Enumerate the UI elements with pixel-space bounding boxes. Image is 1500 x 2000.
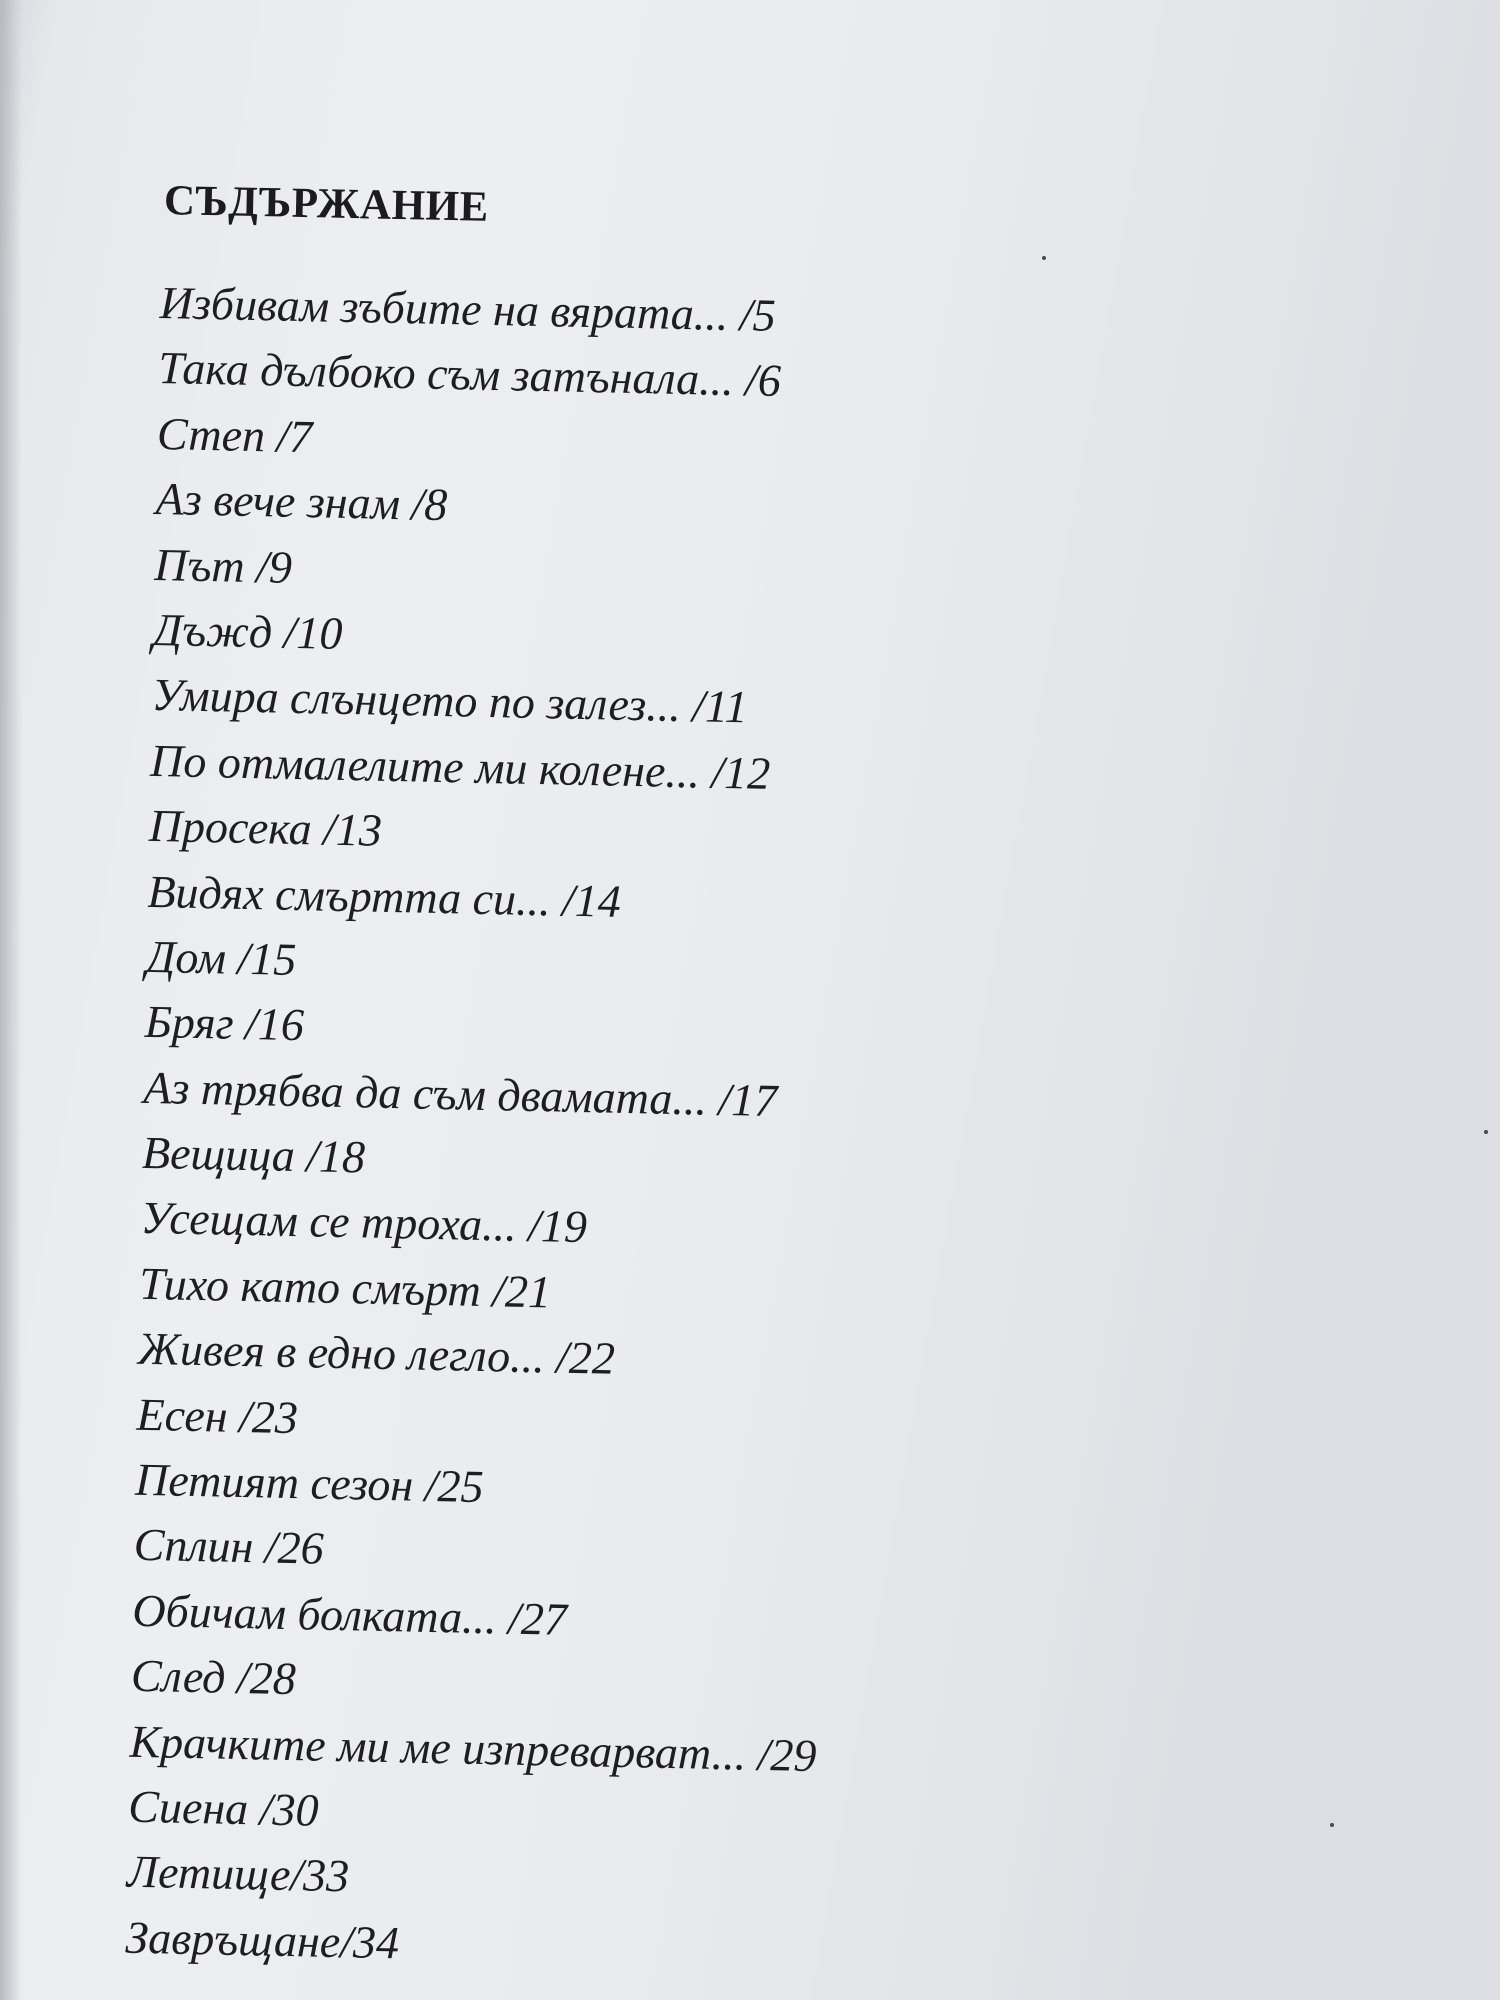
toc-entry: Така дълбоко съм затънала... /6 [157, 342, 782, 407]
toc-entry: Умира слънцето по залез... /11 [151, 669, 749, 733]
toc-entry: Сплин /26 [133, 1519, 325, 1575]
toc-entry: Петият сезон /25 [134, 1453, 485, 1513]
contents-heading: СЪДЪРЖАНИЕ [163, 177, 490, 231]
toc-entry: Есен /23 [136, 1388, 299, 1443]
toc-entry: След /28 [130, 1649, 297, 1705]
paper-speck [1042, 256, 1046, 260]
toc-entry: Летище/33 [126, 1846, 350, 1902]
toc-entry: Крачките ми ме изпреварват... /29 [129, 1715, 818, 1781]
toc-entry: Бряг /16 [144, 996, 305, 1051]
paper-speck [1330, 1823, 1334, 1827]
toc-entry: Обичам болката... /27 [131, 1584, 568, 1645]
toc-entry: Дъжд /10 [152, 603, 343, 659]
toc-entry: Аз трябва да съм двамата... /17 [142, 1061, 778, 1126]
toc-entry: Тихо като смърт /21 [138, 1257, 552, 1318]
toc-entry: Усещам се троха... /19 [140, 1192, 588, 1253]
toc-entry: Завръщане/34 [125, 1911, 400, 1969]
paper-speck [1484, 1130, 1488, 1134]
toc-entry: Аз вече знам /8 [155, 473, 448, 531]
toc-entry: Сиена /30 [127, 1780, 320, 1836]
toc-entry: По отмалелите ми колене... /12 [149, 734, 771, 799]
toc-entry: Дом /15 [145, 930, 297, 985]
toc-entry: Просека /13 [148, 800, 383, 856]
toc-entry: Път /9 [153, 538, 293, 593]
table-of-contents [125, 270, 847, 1984]
toc-entry: Степ /7 [156, 407, 313, 463]
toc-entry: Видях смъртта си... /14 [146, 865, 622, 927]
toc-entry: Вещица /18 [141, 1126, 366, 1183]
toc-entry: Избивам зъбите на вярата... /5 [159, 277, 777, 341]
toc-entry: Живея в едно легло... /22 [137, 1323, 616, 1385]
